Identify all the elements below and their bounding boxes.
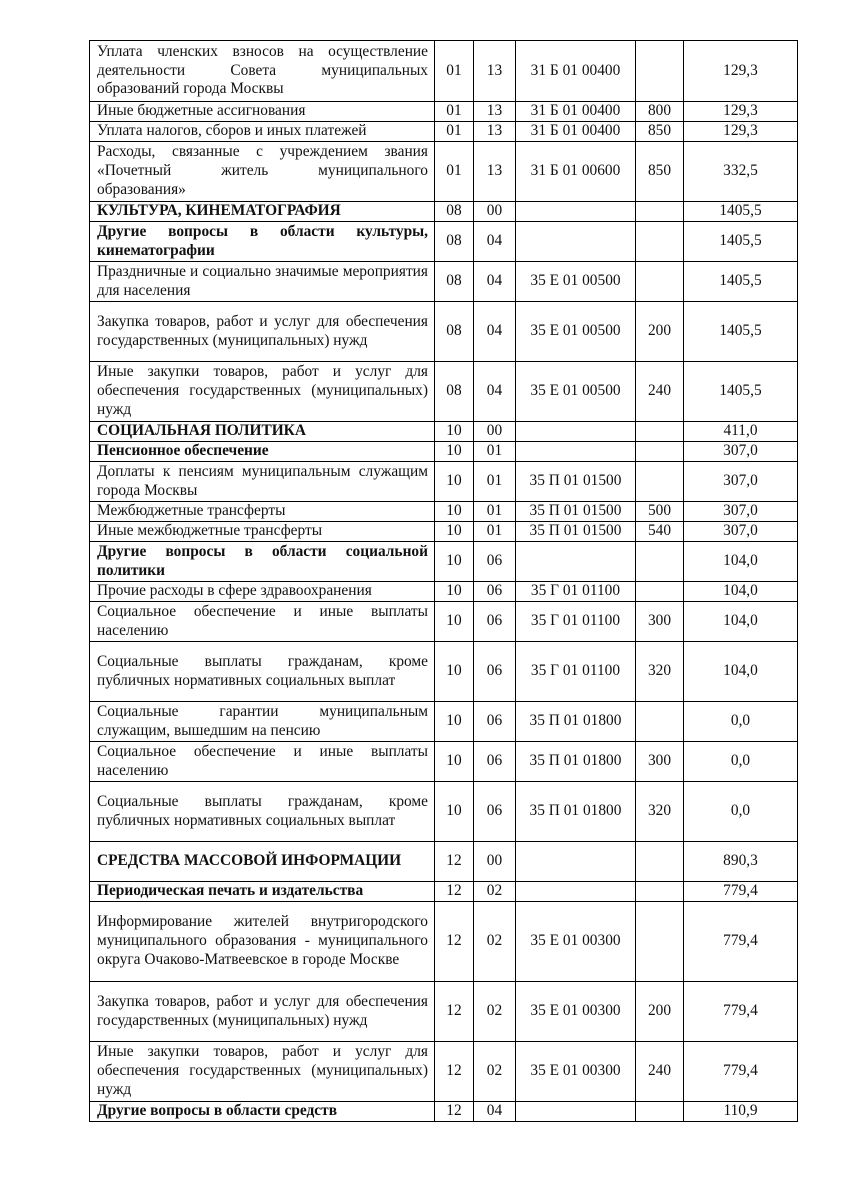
row-target-article-cell: 35 П 01 01800 bbox=[516, 782, 636, 842]
table-row bbox=[90, 882, 798, 902]
row-subsection-cell: 06 bbox=[474, 742, 516, 782]
row-subsection-cell: 02 bbox=[474, 982, 516, 1042]
row-expense-type-cell: 300 bbox=[636, 742, 684, 782]
table-row bbox=[90, 842, 798, 882]
table-row bbox=[90, 602, 798, 642]
row-amount-cell: 1405,5 bbox=[684, 302, 798, 362]
row-section-cell: 10 bbox=[435, 582, 474, 602]
row-amount-cell: 332,5 bbox=[684, 142, 798, 202]
row-target-article-cell bbox=[516, 422, 636, 442]
row-subsection-cell: 01 bbox=[474, 522, 516, 542]
row-name-cell: Пенсионное обеспечение bbox=[90, 442, 435, 462]
row-subsection-cell: 06 bbox=[474, 782, 516, 842]
row-target-article-cell bbox=[516, 442, 636, 462]
row-target-article-cell bbox=[516, 542, 636, 582]
row-amount-cell: 779,4 bbox=[684, 902, 798, 982]
row-target-article-cell: 35 П 01 01500 bbox=[516, 522, 636, 542]
row-subsection-cell: 00 bbox=[474, 202, 516, 222]
row-name-cell: Закупка товаров, работ и услуг для обеспечения государственных (муниципальных) нужд bbox=[90, 302, 435, 362]
row-name-cell: Социальное обеспечение и иные выплаты населению bbox=[90, 742, 435, 782]
row-subsection-cell: 06 bbox=[474, 602, 516, 642]
table-row bbox=[90, 782, 798, 842]
row-section-cell: 12 bbox=[435, 882, 474, 902]
row-target-article-cell: 35 П 01 01500 bbox=[516, 502, 636, 522]
row-amount-cell: 129,3 bbox=[684, 122, 798, 142]
row-subsection-cell: 02 bbox=[474, 902, 516, 982]
row-amount-cell: 104,0 bbox=[684, 542, 798, 582]
table-row bbox=[90, 442, 798, 462]
table-row bbox=[90, 142, 798, 202]
row-name-cell: Иные закупки товаров, работ и услуг для обеспечения государственных (муниципальных) нужд bbox=[90, 362, 435, 422]
row-name-cell: Социальные выплаты гражданам, кроме публичных нормативных социальных выплат bbox=[90, 642, 435, 702]
row-section-cell: 10 bbox=[435, 742, 474, 782]
row-expense-type-cell: 320 bbox=[636, 782, 684, 842]
row-target-article-cell: 35 П 01 01800 bbox=[516, 702, 636, 742]
table-row bbox=[90, 1042, 798, 1102]
budget-table-body bbox=[90, 41, 798, 1122]
row-name-cell: Межбюджетные трансферты bbox=[90, 502, 435, 522]
table-row bbox=[90, 582, 798, 602]
row-target-article-cell: 35 Е 01 00300 bbox=[516, 902, 636, 982]
table-row bbox=[90, 702, 798, 742]
row-name-cell: Иные межбюджетные трансферты bbox=[90, 522, 435, 542]
row-subsection-cell: 06 bbox=[474, 702, 516, 742]
row-amount-cell: 1405,5 bbox=[684, 262, 798, 302]
row-section-cell: 10 bbox=[435, 442, 474, 462]
row-name-cell: СОЦИАЛЬНАЯ ПОЛИТИКА bbox=[90, 422, 435, 442]
row-amount-cell: 110,9 bbox=[684, 1102, 798, 1122]
row-expense-type-cell: 800 bbox=[636, 102, 684, 122]
row-target-article-cell bbox=[516, 202, 636, 222]
row-subsection-cell: 04 bbox=[474, 222, 516, 262]
table-row bbox=[90, 462, 798, 502]
row-expense-type-cell bbox=[636, 442, 684, 462]
row-subsection-cell: 01 bbox=[474, 502, 516, 522]
row-section-cell: 08 bbox=[435, 222, 474, 262]
row-expense-type-cell: 850 bbox=[636, 142, 684, 202]
row-expense-type-cell bbox=[636, 462, 684, 502]
row-expense-type-cell bbox=[636, 842, 684, 882]
row-expense-type-cell: 240 bbox=[636, 1042, 684, 1102]
row-expense-type-cell bbox=[636, 222, 684, 262]
row-expense-type-cell bbox=[636, 882, 684, 902]
row-amount-cell: 104,0 bbox=[684, 642, 798, 702]
row-subsection-cell: 06 bbox=[474, 642, 516, 702]
row-section-cell: 10 bbox=[435, 502, 474, 522]
row-name-cell: Социальные выплаты гражданам, кроме публичных нормативных социальных выплат bbox=[90, 782, 435, 842]
row-name-cell: Другие вопросы в области культуры, кинематографии bbox=[90, 222, 435, 262]
table-row bbox=[90, 1102, 798, 1122]
row-target-article-cell: 35 Е 01 00300 bbox=[516, 1042, 636, 1102]
row-expense-type-cell bbox=[636, 542, 684, 582]
row-expense-type-cell bbox=[636, 41, 684, 102]
row-target-article-cell: 31 Б 01 00600 bbox=[516, 142, 636, 202]
row-section-cell: 10 bbox=[435, 782, 474, 842]
table-row bbox=[90, 122, 798, 142]
row-amount-cell: 1405,5 bbox=[684, 202, 798, 222]
row-target-article-cell bbox=[516, 222, 636, 262]
budget-table bbox=[89, 40, 798, 1122]
row-target-article-cell: 35 Е 01 00500 bbox=[516, 262, 636, 302]
table-row bbox=[90, 742, 798, 782]
table-row bbox=[90, 302, 798, 362]
row-section-cell: 01 bbox=[435, 41, 474, 102]
row-name-cell: Другие вопросы в области социальной политики bbox=[90, 542, 435, 582]
row-target-article-cell bbox=[516, 842, 636, 882]
row-amount-cell: 0,0 bbox=[684, 702, 798, 742]
row-target-article-cell: 31 Б 01 00400 bbox=[516, 102, 636, 122]
row-target-article-cell: 35 Г 01 01100 bbox=[516, 602, 636, 642]
row-section-cell: 10 bbox=[435, 702, 474, 742]
row-section-cell: 08 bbox=[435, 202, 474, 222]
row-amount-cell: 0,0 bbox=[684, 782, 798, 842]
row-section-cell: 12 bbox=[435, 842, 474, 882]
row-expense-type-cell bbox=[636, 202, 684, 222]
row-section-cell: 10 bbox=[435, 522, 474, 542]
row-section-cell: 10 bbox=[435, 422, 474, 442]
row-amount-cell: 779,4 bbox=[684, 882, 798, 902]
row-name-cell: Другие вопросы в области средств bbox=[90, 1102, 435, 1122]
row-name-cell: Иные закупки товаров, работ и услуг для обеспечения государственных (муниципальных) нужд bbox=[90, 1042, 435, 1102]
row-subsection-cell: 00 bbox=[474, 422, 516, 442]
row-subsection-cell: 04 bbox=[474, 262, 516, 302]
row-expense-type-cell bbox=[636, 262, 684, 302]
row-target-article-cell: 35 Е 01 00500 bbox=[516, 362, 636, 422]
row-subsection-cell: 02 bbox=[474, 1042, 516, 1102]
row-subsection-cell: 06 bbox=[474, 582, 516, 602]
row-target-article-cell: 35 Г 01 01100 bbox=[516, 642, 636, 702]
table-row bbox=[90, 222, 798, 262]
row-section-cell: 12 bbox=[435, 902, 474, 982]
row-expense-type-cell: 850 bbox=[636, 122, 684, 142]
row-expense-type-cell bbox=[636, 702, 684, 742]
row-name-cell: Иные бюджетные ассигнования bbox=[90, 102, 435, 122]
row-name-cell: СРЕДСТВА МАССОВОЙ ИНФОРМАЦИИ bbox=[90, 842, 435, 882]
row-subsection-cell: 13 bbox=[474, 142, 516, 202]
table-row bbox=[90, 982, 798, 1042]
table-row bbox=[90, 902, 798, 982]
row-section-cell: 10 bbox=[435, 602, 474, 642]
row-expense-type-cell bbox=[636, 422, 684, 442]
table-row bbox=[90, 642, 798, 702]
row-section-cell: 10 bbox=[435, 462, 474, 502]
row-subsection-cell: 06 bbox=[474, 542, 516, 582]
table-row bbox=[90, 102, 798, 122]
row-target-article-cell bbox=[516, 1102, 636, 1122]
row-subsection-cell: 04 bbox=[474, 1102, 516, 1122]
row-expense-type-cell: 200 bbox=[636, 982, 684, 1042]
table-row bbox=[90, 522, 798, 542]
row-amount-cell: 307,0 bbox=[684, 442, 798, 462]
row-name-cell: Прочие расходы в сфере здравоохранения bbox=[90, 582, 435, 602]
row-name-cell: Периодическая печать и издательства bbox=[90, 882, 435, 902]
row-name-cell: КУЛЬТУРА, КИНЕМАТОГРАФИЯ bbox=[90, 202, 435, 222]
row-subsection-cell: 00 bbox=[474, 842, 516, 882]
table-row bbox=[90, 502, 798, 522]
row-section-cell: 12 bbox=[435, 982, 474, 1042]
row-name-cell: Праздничные и социально значимые мероприятия для населения bbox=[90, 262, 435, 302]
row-amount-cell: 779,4 bbox=[684, 1042, 798, 1102]
row-target-article-cell: 35 Г 01 01100 bbox=[516, 582, 636, 602]
row-section-cell: 08 bbox=[435, 262, 474, 302]
row-section-cell: 01 bbox=[435, 102, 474, 122]
table-row bbox=[90, 362, 798, 422]
table-row bbox=[90, 542, 798, 582]
row-section-cell: 01 bbox=[435, 122, 474, 142]
row-name-cell: Социальные гарантии муниципальным служащим, вышедшим на пенсию bbox=[90, 702, 435, 742]
row-amount-cell: 129,3 bbox=[684, 102, 798, 122]
table-row bbox=[90, 202, 798, 222]
table-row bbox=[90, 422, 798, 442]
row-section-cell: 12 bbox=[435, 1102, 474, 1122]
table-row bbox=[90, 41, 798, 102]
document-page bbox=[89, 40, 797, 1122]
row-target-article-cell: 31 Б 01 00400 bbox=[516, 41, 636, 102]
row-target-article-cell: 35 Е 01 00500 bbox=[516, 302, 636, 362]
row-name-cell: Уплата налогов, сборов и иных платежей bbox=[90, 122, 435, 142]
row-subsection-cell: 01 bbox=[474, 462, 516, 502]
row-section-cell: 08 bbox=[435, 362, 474, 422]
row-subsection-cell: 13 bbox=[474, 122, 516, 142]
row-expense-type-cell bbox=[636, 902, 684, 982]
row-amount-cell: 779,4 bbox=[684, 982, 798, 1042]
row-amount-cell: 307,0 bbox=[684, 522, 798, 542]
row-target-article-cell: 31 Б 01 00400 bbox=[516, 122, 636, 142]
row-expense-type-cell: 300 bbox=[636, 602, 684, 642]
row-subsection-cell: 13 bbox=[474, 41, 516, 102]
row-expense-type-cell: 240 bbox=[636, 362, 684, 422]
row-subsection-cell: 01 bbox=[474, 442, 516, 462]
row-section-cell: 01 bbox=[435, 142, 474, 202]
row-amount-cell: 307,0 bbox=[684, 462, 798, 502]
row-name-cell: Расходы, связанные с учреждением звания «Почетный житель муниципального образования» bbox=[90, 142, 435, 202]
row-amount-cell: 129,3 bbox=[684, 41, 798, 102]
row-name-cell: Уплата членских взносов на осуществление деятельности Совета муниципальных образований города Москвы bbox=[90, 41, 435, 102]
row-subsection-cell: 13 bbox=[474, 102, 516, 122]
row-target-article-cell: 35 Е 01 00300 bbox=[516, 982, 636, 1042]
row-amount-cell: 1405,5 bbox=[684, 222, 798, 262]
row-section-cell: 10 bbox=[435, 642, 474, 702]
row-amount-cell: 104,0 bbox=[684, 582, 798, 602]
row-section-cell: 10 bbox=[435, 542, 474, 582]
row-amount-cell: 411,0 bbox=[684, 422, 798, 442]
row-amount-cell: 0,0 bbox=[684, 742, 798, 782]
row-target-article-cell bbox=[516, 882, 636, 902]
row-expense-type-cell: 500 bbox=[636, 502, 684, 522]
row-subsection-cell: 02 bbox=[474, 882, 516, 902]
row-expense-type-cell bbox=[636, 1102, 684, 1122]
row-target-article-cell: 35 П 01 01500 bbox=[516, 462, 636, 502]
table-row bbox=[90, 262, 798, 302]
row-amount-cell: 307,0 bbox=[684, 502, 798, 522]
row-name-cell: Доплаты к пенсиям муниципальным служащим города Москвы bbox=[90, 462, 435, 502]
row-expense-type-cell: 320 bbox=[636, 642, 684, 702]
row-amount-cell: 890,3 bbox=[684, 842, 798, 882]
row-name-cell: Социальное обеспечение и иные выплаты населению bbox=[90, 602, 435, 642]
row-target-article-cell: 35 П 01 01800 bbox=[516, 742, 636, 782]
row-subsection-cell: 04 bbox=[474, 302, 516, 362]
row-name-cell: Закупка товаров, работ и услуг для обеспечения государственных (муниципальных) нужд bbox=[90, 982, 435, 1042]
row-subsection-cell: 04 bbox=[474, 362, 516, 422]
row-section-cell: 12 bbox=[435, 1042, 474, 1102]
row-section-cell: 08 bbox=[435, 302, 474, 362]
row-expense-type-cell: 200 bbox=[636, 302, 684, 362]
row-amount-cell: 1405,5 bbox=[684, 362, 798, 422]
row-amount-cell: 104,0 bbox=[684, 602, 798, 642]
row-name-cell: Информирование жителей внутригородского муниципального образования - муниципального округа Очаково-Матвеевское в городе Москве bbox=[90, 902, 435, 982]
row-expense-type-cell: 540 bbox=[636, 522, 684, 542]
row-expense-type-cell bbox=[636, 582, 684, 602]
